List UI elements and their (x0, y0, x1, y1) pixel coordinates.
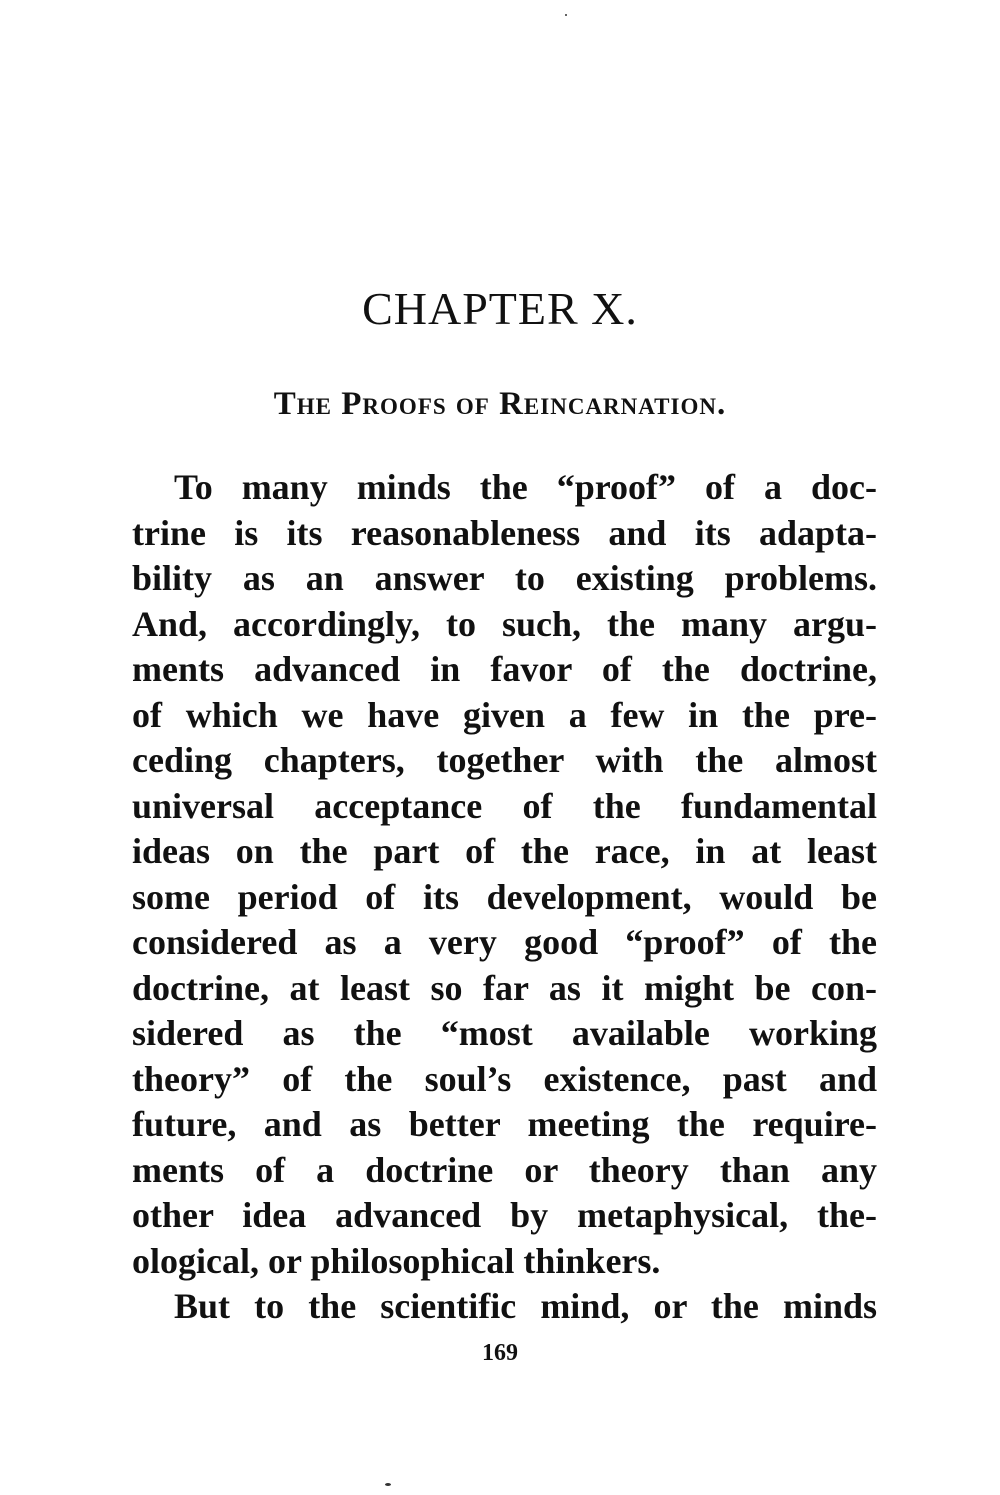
text-line: universal acceptance of the fundamental (132, 785, 877, 826)
page-number: 169 (482, 1340, 518, 1366)
text-line: ments of a doctrine or theory than any (132, 1149, 877, 1190)
text-line: some period of its development, would be (132, 876, 877, 917)
text-line: ceding chapters, together with the almost (132, 740, 877, 780)
text-line: theory” of the soul’s existence, past and (132, 1058, 877, 1099)
chapter-title: The Proofs of Reincarnation. (273, 386, 727, 422)
text-line: ological, or philosophical thinkers. (132, 1240, 661, 1281)
text-line: ments advanced in favor of the doctrine, (132, 649, 877, 689)
text-line: ideas on the part of the race, in at least (132, 831, 877, 871)
body-text (132, 465, 877, 1330)
text-line: sidered as the “most available working (132, 1013, 877, 1053)
text-line: And, accordingly, to such, the many argu- (132, 603, 877, 644)
chapter-heading: CHAPTER X. (362, 283, 638, 334)
text-line: of which we have given a few in the pre- (132, 694, 877, 735)
text-line: trine is its reasonableness and its adapta- (132, 512, 877, 553)
text-line: other idea advanced by metaphysical, the- (132, 1195, 877, 1235)
text-line: bility as an answer to existing problems. (132, 558, 877, 598)
scan-speck (385, 1483, 391, 1486)
text-line: But to the scientific mind, or the minds (174, 1286, 877, 1326)
text-line: future, and as better meeting the require- (132, 1104, 877, 1144)
text-line: doctrine, at least so far as it might be con- (132, 967, 877, 1008)
text-line: To many minds the “proof” of a doc- (174, 467, 877, 507)
text-line: considered as a very good “proof” of the (132, 922, 877, 962)
scan-speck (565, 14, 567, 16)
